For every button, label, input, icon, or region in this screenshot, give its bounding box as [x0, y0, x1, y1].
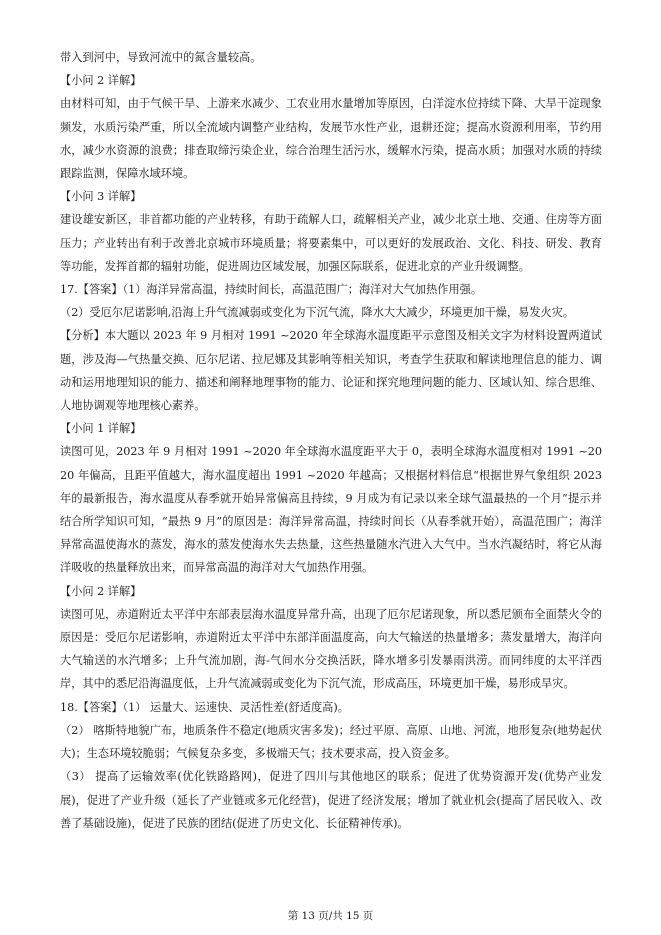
answer-line: 18.【答案】（1） 运量大、运速快、灵活性差(舒适度高)。 — [60, 700, 349, 714]
page-number: 第 13 页/共 15 页 — [287, 910, 374, 922]
answer-paragraph: （2） 喀斯特地貌广布，地质条件不稳定(地质灾害多发)；经过平原、高原、山地、河流，地形复杂(地势起伏大)；生态环境较脆弱；气候复杂多变，多极端天气；技术要求高，投入资金多。 — [60, 723, 602, 761]
section-heading: 【小问 2 详解】 — [60, 74, 142, 88]
answer-paragraph: （3） 提高了运输效率(优化铁路路网)，促进了四川与其他地区的联系；促进了优势资源开发(优势产业发展)，促进了产业升级（延长了产业链或多元化经营)，促进了经济发展；增加了就业机会(提高了居民收入、改善了基础设施)，促进了民族的团结(促进了历史文化、长征精神传承)。 — [60, 770, 602, 830]
answer-line: （2）受厄尔尼诺影响,沿海上升气流减弱或变化为下沉气流，降水大大减少，环境更加干燥，易发火灾。 — [60, 306, 575, 320]
text-paragraph: 由材料可知，由于气候干旱、上游来水减少、工农业用水量增加等原因，白洋淀水位持续下降、大旱干淀现象频发，水质污染严重，所以全流域内调整产业结构，发展节水性产业，退耕还淀；提高水资源利用率，节约用水，减少水资源的浪费；排查取缔污染企业，综合治理生活污水，缓解水污染，提高水质；加强对水质的持续跟踪监测，保障水域环境。 — [60, 97, 602, 181]
document-body — [60, 46, 602, 835]
section-heading: 【小问 2 详解】 — [60, 584, 142, 598]
analysis-paragraph: 【分析】本大题以 2023 年 9 月相对 1991 ~2020 年全球海水温度距平示意图及相关文字为材料设置两道试题，涉及海—气热量交换、厄尔尼诺、拉尼娜及其影响等相关知识，考查学生获取和解读地理信息的能力、调动和运用地理知识的能力、描述和阐释地理事物的能力、论证和探究地理问题的能力、区域认知、综合思维、人地协调观等地理核心素养。 — [60, 329, 602, 413]
section-heading: 【小问 1 详解】 — [60, 422, 142, 436]
text-paragraph: 读图可见，2023 年 9 月相对 1991 ~2020 年全球海水温度距平大于 0，表明全球海水温度相对 1991 ~2020 年偏高，且距平值越大，海水温度超出 1991 ~2020 年越高；又根据材料信息“根据世界气象组织 2023 年的最新报告，海水温度从春季就开始异常偏高且持续，9 月成为有记录以来全球气温最热的一个月”提示并结合所学知识可知，“最热 9 月”的原因是：海洋异常高温，持续时间长（从春季就开始），高温范围广；海洋异常高温使海水的蒸发，海水的蒸发使海水失去热量，这些热量随水汽进入大气中。当水汽凝结时，将它从海洋吸收的热量释放出来，而异常高温的海洋对大气加热作用强。 — [60, 445, 602, 575]
text-line: 带入到河中，导致河流中的氮含量较高。 — [60, 51, 262, 64]
answer-line: 17.【答案】（1）海洋异常高温，持续时间长，高温范围广；海洋对大气加热作用强。 — [60, 283, 483, 297]
text-paragraph: 建设雄安新区，非首都功能的产业转移，有助于疏解人口，疏解相关产业，减少北京土地、交通、住房等方面压力；产业转出有利于改善北京城市环境质量；将要素集中，可以更好的发展政治、文化、科技、研发、教育等功能，发挥首都的辐射功能，促进周边区域发展，加强区际联系，促进北京的产业升级调整。 — [60, 213, 602, 273]
section-heading: 【小问 3 详解】 — [60, 190, 142, 204]
text-paragraph: 读图可见，赤道附近太平洋中东部表层海水温度异常升高，出现了厄尔尼诺现象，所以悉尼颁布全面禁火令的原因是：受厄尔尼诺影响，赤道附近太平洋中东部洋面温度高，向大气输送的热量增多；蒸发量增大，海洋向大气输送的水汽增多；上升气流加剧，海-气间水分交换活跃，降水增多引发暴雨洪涝。而同纬度的太平洋西岸，其中的悉尼沿海温度低，上升气流减弱或变化为下沉气流，形成高压，环境更加干燥，易形成旱灾。 — [60, 607, 602, 691]
